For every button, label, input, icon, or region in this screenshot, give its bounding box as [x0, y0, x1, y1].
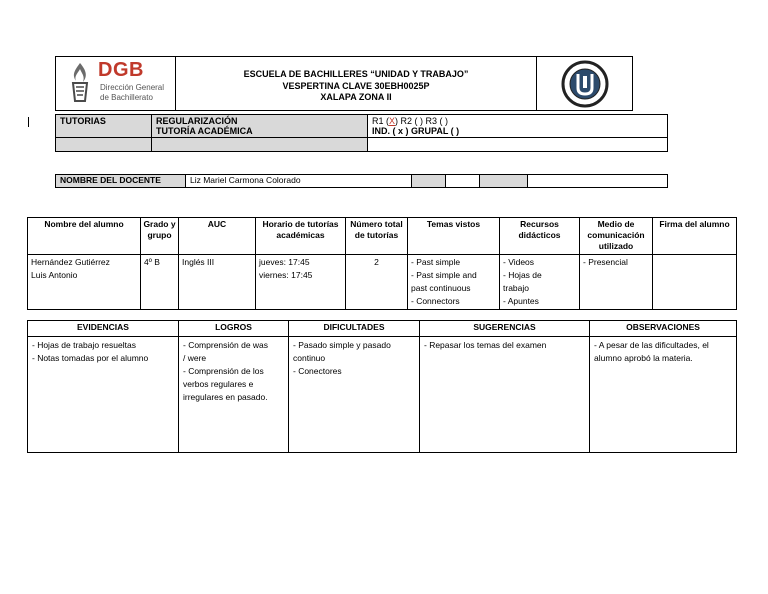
seal-icon — [561, 60, 609, 108]
tutorias-label: TUTORIAS — [56, 115, 152, 138]
regularizacion-cell: REGULARIZACIÓN TUTORÍA ACADÉMICA — [152, 115, 368, 138]
school-line-3: XALAPA ZONA II — [320, 92, 392, 102]
empty-cell — [56, 138, 152, 152]
column-header: OBSERVACIONES — [590, 321, 737, 337]
empty-cell — [152, 138, 368, 152]
column-header: Temas vistos — [408, 218, 500, 255]
column-header: AUC — [179, 218, 256, 255]
column-header: Recursos didácticos — [500, 218, 580, 255]
dificultades-cell: - Pasado simple y pasado continuo - Conectores — [289, 337, 420, 453]
school-line-2: VESPERTINA CLAVE 30EBH0025P — [282, 80, 430, 91]
recursos-cell: - Videos - Hojas de trabajo - Apuntes — [500, 255, 580, 310]
column-header: Nombre del alumno — [28, 218, 141, 255]
table-row — [28, 337, 737, 453]
empty-cell — [368, 138, 668, 152]
alumnos-table — [27, 217, 737, 310]
r-options: R1 (X) R2 ( ) R3 ( ) — [372, 116, 449, 126]
nombre-cell: Hernández Gutiérrez Luis Antonio — [28, 255, 141, 310]
firma-cell — [653, 255, 737, 310]
logros-cell: - Comprensión de was / were - Comprensión de los verbos regulares e irregulares en pasado. — [179, 337, 289, 453]
empty-cell — [412, 175, 446, 188]
numero-cell: 2 — [346, 255, 408, 310]
ind-options: IND. ( x ) GRUPAL ( ) — [372, 126, 460, 136]
docente-label: NOMBRE DEL DOCENTE — [56, 175, 186, 188]
r1-mark: X — [389, 116, 396, 126]
tutorias-table — [55, 114, 668, 152]
empty-cell — [480, 175, 528, 188]
table-header-row — [28, 218, 737, 255]
grado-cell: 4º B — [141, 255, 179, 310]
column-header: Medio de comunicación utilizado — [580, 218, 653, 255]
column-header: Grado y grupo — [141, 218, 179, 255]
horario-cell: jueves: 17:45 viernes: 17:45 — [256, 255, 346, 310]
column-header: Firma del alumno — [653, 218, 737, 255]
logo-title: DGB — [98, 59, 144, 81]
table-row — [28, 255, 737, 310]
observaciones-cell: - A pesar de las dificultades, el alumno aprobó la materia. — [590, 337, 737, 453]
dgb-logo — [56, 57, 176, 110]
column-header: Horario de tutorías académicas — [256, 218, 346, 255]
empty-cell — [528, 175, 668, 188]
school-seal — [536, 57, 632, 110]
table-header-row — [28, 321, 737, 337]
medio-cell: - Presencial — [580, 255, 653, 310]
evidencias-cell: - Hojas de trabajo resueltas - Notas tomadas por el alumno — [28, 337, 179, 453]
docente-table — [55, 174, 668, 188]
empty-cell — [446, 175, 480, 188]
column-header: EVIDENCIAS — [28, 321, 179, 337]
auc-cell: Inglés III — [179, 255, 256, 310]
options-cell — [368, 115, 668, 138]
column-header: SUGERENCIAS — [420, 321, 590, 337]
logo-subtitle: Dirección General de Bachillerato — [100, 83, 165, 102]
docente-name: Liz Mariel Carmona Colorado — [186, 175, 412, 188]
column-header: LOGROS — [179, 321, 289, 337]
school-line-1: ESCUELA DE BACHILLERES “UNIDAD Y TRABAJO” — [243, 69, 469, 79]
column-header: Número total de tutorías — [346, 218, 408, 255]
margin-mark — [28, 117, 29, 127]
school-name — [176, 69, 536, 104]
evaluacion-table — [27, 320, 737, 453]
column-header: DIFICULTADES — [289, 321, 420, 337]
document-header — [55, 56, 633, 111]
sugerencias-cell: - Repasar los temas del examen — [420, 337, 590, 453]
temas-cell: - Past simple - Past simple and past continuous - Connectors — [408, 255, 500, 310]
torch-logo-icon — [64, 61, 96, 107]
